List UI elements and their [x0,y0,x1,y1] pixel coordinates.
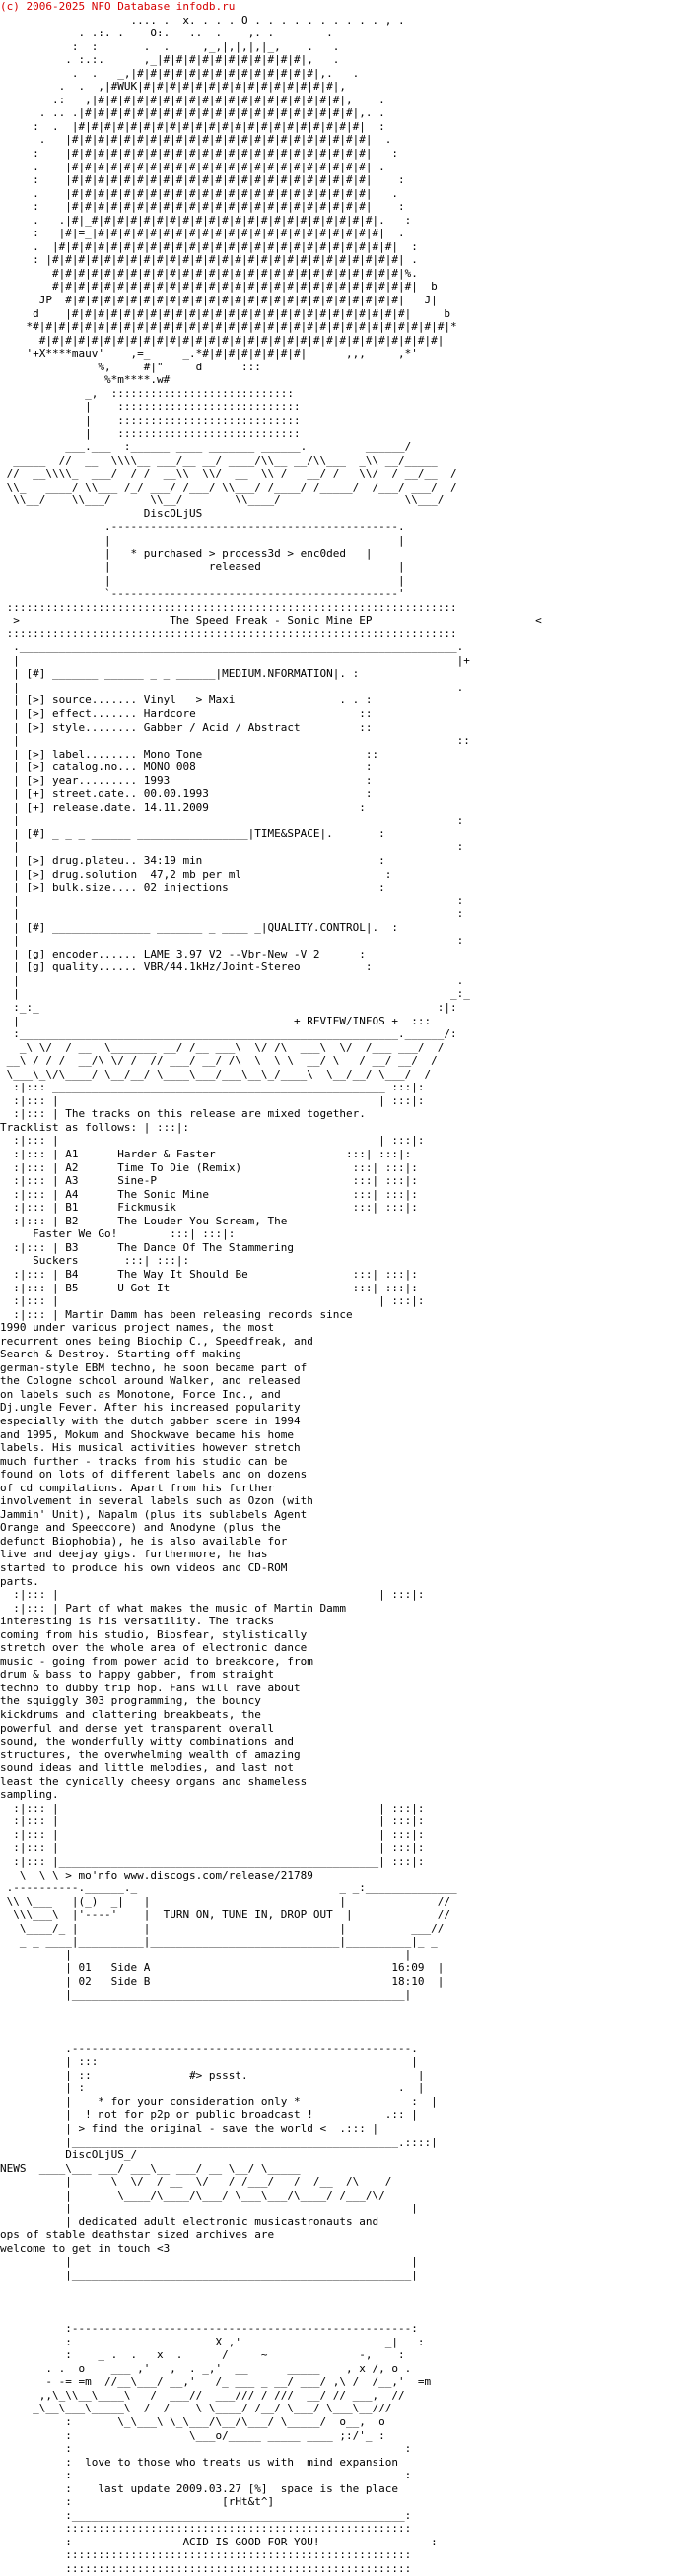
quality-row-encoder: [g] encoder...... LAME 3.97 V2 --Vbr-New -V 2 [26,947,320,960]
track-b1-title: Fickmusik [117,1201,176,1215]
group-name: DiscOLjUS [143,506,203,520]
footer-update: last update 2009.03.27 [%] space is the place [98,2481,398,2495]
medium-row-label: [>] label........ Mono Tone [26,747,203,760]
track-b5-pos: B5 [65,1281,79,1294]
medium-row-catalog: [>] catalog.no... MONO 008 [26,760,196,774]
release-title: The Speed Freak - Sonic Mine EP [170,614,373,627]
medium-row-effect: [>] effect....... Hardcore [26,706,196,720]
track-a3-pos: A3 [65,1174,79,1188]
pssst-label: #> pssst. [189,2068,248,2081]
news-text: dedicated adult electronic musicastronauts and ops of stable deathstar sized archives are welcome to get in touch <3 [0,2214,379,2255]
track-a4-title: The Sonic Mine [117,1187,209,1201]
review-intro: The tracks on this release are mixed together. Tracklist as follows: [0,1107,366,1134]
track-b1-pos: B1 [65,1201,79,1215]
review-paragraph-2: Part of what makes the music of Martin Damm interesting is his versatility. The tracks coming from his studio, Biosfear, stylistically stretch over the whole area of electronic dance music - going from power acid to breakcore, from drum & bass to happy gabber, from straight techno to dubby trip hop. Fans will rave about the squiggly 303 programming, the bouncy kickdrums and clattering breakbeats, the powerful and dense yet transparent overall sound, the wonderfully witty combinations and structures, the overwhelming wealth of amazing sound ideas and little melodies, and last not least the cynically cheesy organs and shameless sampling. [0,1601,347,1802]
quality-row-quality: [g] quality...... VBR/44.1kHz/Joint-Stereo [26,960,301,974]
quality-heading: [#] _______________ _______ _ ____ _|QUALITY.CONTROL|. [26,920,379,934]
side-b-time: 18:10 [391,1974,425,1988]
track-b4-pos: B4 [65,1267,79,1281]
track-b3-pos: B3 [65,1240,79,1254]
medium-row-style: [>] style........ Gabber / Acid / Abstract [26,720,301,734]
copyright-header: (c) 2006-2025 NFO Database infodb.ru [0,0,236,13]
medium-row-street-date: [+] street.date.. 00.00.1993 [26,787,209,801]
track-b2-title: The Louder You Scream, The Faster We Go! [33,1214,288,1241]
track-b4-title: The Way It Should Be [117,1267,248,1281]
time-row-solution: [>] drug.solution 47,2 mb per ml [26,867,242,881]
nfo-document: (c) 2006-2025 NFO Database infodb.ru .... . x. . . . O . . . . . . . . . . , . . .:. . O:. .. . ,. . . : : . . ,_,|,|,|,|_, . . . :.:. ,_|#|#|#|#|#|#|#|#|#|#|#|, . . . _,|#|#|#|#|#|#|#|#|#|#|#|#|#|#|,. . . . ,|#WUK|#|#|#|#|#|#|#|#|#|#|#|#|#|#|#|, .: ,|#|#|#|#|#|#|#|#|#|#|#|#|#|#|#|#|#|#|#|, . . .. .|#|#|#|#|#|#|#|#|#|#|#|#|#|#|#|#|#|#|#|#|#|,. . : . |#|#|#|#|#|#|#|#|#|#|#|#|#|#|#|#|#|#|#|#|#|#| : . |#|#|#|#|#|#|#|#|#|#|#|#|#|#|#|#|#|#|#|#|#|#|#| . : |#|#|#|#|#|#|#|#|#|#|#|#|#|#|#|#|#|#|#|#|#|#|#| : . |#|#|#|#|#|#|#|#|#|#|#|#|#|#|#|#|#|#|#|#|#|#|#| . : |#|#|#|#|#|#|#|#|#|#|#|#|#|#|#|#|#|#|#|#|#|#|#| : . |#|#|#|#|#|#|#|#|#|#|#|#|#|#|#|#|#|#|#|#|#|#|#| . : |#|#|#|#|#|#|#|#|#|#|#|#|#|#|#|#|#|#|#|#|#|#|#| : . .|#|_#|#|#|#|#|#|#|#|#|#|#|#|#|#|#|#|#|#|#|#|#|#|. : : |#|=_|#|#|#|#|#|#|#|#|#|#|#|#|#|#|#|#|#|#|#|#|#|#| . . |#|#|#|#|#|#|#|#|#|#|#|#|#|#|#|#|#|#|#|#|#|#|#|#|#|#| : : |#|#|#|#|#|#|#|#|#|#|#|#|#|#|#|#|#|#|#|#|#|#|#|#|#|#|#| . #|#|#|#|#|#|#|#|#|#|#|#|#|#|#|#|#|#|#|#|#|#|#|#|#|#|#|%. #|#|#|#|#|#|#|#|#|#|#|#|#|#|#|#|#|#|#|#|#|#|#|#|#|#|#|#| b JP #|#|#|#|#|#|#|#|#|#|#|#|#|#|#|#|#|#|#|#|#|#|#|#|#|#| J| d |#|#|#|#|#|#|#|#|#|#|#|#|#|#|#|#|#|#|#|#|#|#|#|#|#|#| b *#|#|#|#|#|#|#|#|#|#|#|#|#|#|#|#|#|#|#|#|#|#|#|#|#|#|#|#|#|#|#|#|* #|#|#|#|#|#|#|#|#|#|#|#|#|#|#|#|#|#|#|#|#|#|#|#|#|#|#|#|#|#|#| '+X****mauv' ,=_ _.*#|#|#|#|#|#|#|#| ,,, ,*' %, #|" d ::: %*m****.w# _, :::::::::::::::::::::::::::: | :::::::::::::::::::::::::::: | :::::::::::::::::::::::::::: | :::::::::::::::::::::::::::: ___.___ :______ ____ _______ ______. ______/ _____ // __ \\\\__ ___/__ __/ ____/\\__ __/\\___ _\\ __/_____ // __\\\\_ ___/ / / __\\ \\/ __ \\ / __/ / \\/ / __/__ / \\_ ____/ \\___ /_/ ___/ /___/ \\___/ /____/ /_____/ /___/ ___/ / \\__/ \\___/ \\__/ \\____/ \\___/ DiscOLjUS .--------------------------------------------. | | | * purchased > process3d > enc0ded | | released | | | `--------------------------------------------' ::::::::::::::::::::::::::::::::::::::::::::::::::::::::::::::::::::: > The Speed Freak - Sonic Mine EP < ::::::::::::::::::::::::::::::::::::::::::::::::::::::::::::::::::::: .___________________________________________________________________. | |+ | [#] _______ ______ _ _ ______|MEDIUM.NFORMATION|. : | . | [>] source....... Vinyl > Maxi . . : | [>] effect....... Hardcore :: | [>] style........ Gabber / Acid / Abstract :: | :: | [>] label........ Mono Tone :: | [>] catalog.no... MONO 008 : | [>] year......... 1993 : | [+] street.date.. 00.00.1993 : | [+] release.date. 14.11.2009 : | : | [#] _ _ _ ______ _________________|TIME&SPACE|. : | : | [>] drug.plateu.. 34:19 min : | [>] drug.solution 47,2 mb per ml : | [>] bulk.size.... 02 injections : | : | : | [#] _______________ _______ _ ____ _|QUALITY.CONTROL|. : | : | [g] encoder...... LAME 3.97 V2 --Vbr-New -V 2 : | [g] quality...... VBR/44.1kHz/Joint-Stereo : | . | _:_ :_:_ :|: | + REVIEW/INFOS + ::: :__________________________________________________________.______/: _\ \/ / __ \_______ __/ /__ ___\ \/ /\ ___\ \/ /___ ___/ / __\ / / / __/\ \/ / // ___/ __/ /\ \ \ \ __/ \ / __/ __/ / \___\_\/\____/ \__/__/ \____\___/___\__\_/____\ \__/__/ \___/ / :|::: ___________________________________________________ :::|: :|::: | | :::|: :|::: | The tracks on this release are mixed together. Tracklist as follows: | :::|: :|::: | | :::|: :|::: | A1 Harder & Faster :::| :::|: :|::: | A2 Time To Die (Remix) :::| :::|: :|::: | A3 Sine-P :::| :::|: :|::: | A4 The Sonic Mine :::| :::|: :|::: | B1 Fickmusik :::| :::|: :|::: | B2 The Louder You Scream, The Faster We Go! :::| :::|: :|::: | B3 The Dance Of The Stammering Suckers :::| :::|: :|::: | B4 The Way It Should Be :::| :::|: :|::: | B5 U Got It :::| :::|: :|::: | | :::|: :|::: | Martin Damm has been releasing records since 1990 under various project names, the most recurrent ones being Biochip C., Speedfreak, and Search & Destroy. Starting off making german-style EBM techno, he soon became part of the Cologne school around Walker, and released on labels such as Monotone, Force Inc., and Dj.ungle Fever. After his increased popularity especially with the dutch gabber scene in 1994 and 1995, Mokum and Shockwave became his home labels. His musical activities however stretch much further - tracks from his studio can be found on lots of different labels and on dozens of cd compilations. Apart from his further involvement in several labels such as Ozon (with Jammin' Unit), Napalm (plus its sublabels Agent Orange and Speedcore) and Anodyne (plus the defunct Biophobia), he is also available for live and deejay gigs. furthermore, he has started to produce his own videos and CD-ROM parts. :|::: | | :::|: :|::: | Part of what makes the music of Martin Damm interesting is his versatility. The tracks coming from his studio, Biosfear, stylistically stretch over the whole area of electronic dance music - going from power acid to breakcore, from drum & bass to happy gabber, from straight techno to dubby trip hop. Fans will rave about the squiggly 303 programming, the bouncy kickdrums and clattering breakbeats, the powerful and dense yet transparent overall sound, the wonderfully witty combinations and structures, the overwhelming wealth of amazing sound ideas and little melodies, and last not least the cynically cheesy organs and shameless sampling. :|::: | | :::|: :|::: | | :::|: :|::: | | :::|: :|::: | | :::|: :|::: |_________________________________________________| :::|: \ \ \ > mo'nfo www.discogs.com/release/21789 .----------.______._ _ _:______________ \\ \___ |(_) _| | | // \\\___\ |'----' | TURN ON, TUNE IN, DROP OUT | // \____/_ | | | ___// _ _ ____|__________|_____________________________|__________|_ _ | | | 01 Side A 16:09 | | 02 Side B 18:10 | |___________________________________________________| .----------------------------------------------------. | ::: | | :: #> pssst. | | : . | | * for your consideration only * : | | ! not for p2p or public broadcast ! .:: | | > find the original - save the world < .::: | |__________________________________________________.::::| DiscOLjUS_/ NEWS ____\___ ___/ ___\__ ___/ __ \__/ \_____ | \ \/ / __ \/ / /___/ / /__ /\ / | \____/\____/\___/ \___\___/\____/ /___/\/ | | | dedicated adult electronic musicastronauts and ops of stable deathstar sized archives are welcome to get in touch <3 | | |____________________________________________________| :----------------------------------------------------: : X ,' _| : : _ . . x . / ~ -, : . . o ___ ,' , . _,' __ _____ , x /, o . - -= =m //__\___/ __,' /_ ___ _ __/ ___/ ,\ / /__,' =m ,,\_\\__\____\ / ___// ___/// / /// __/ // ___, // _\__\___\_____\ / / \ \____/ /__/ \___/ \___\__/// : \_\___\ \_\___/\__/\___/ \_____/ o__, o : \___o/_____ _____ ____ ;:/'_ : : : : love to those who treats us with mind expansion : : : last update 2009.03.27 [%] space is the place : [rHt&t^] :___________________________________________________: ::::::::::::::::::::::::::::::::::::::::::::::::::::: : ACID IS GOOD FOR YOU! : ::::::::::::::::::::::::::::::::::::::::::::::::::::: ::::::::::::::::::::::::::::::::::::::::::::::::::::: [0,0,542,2575]
time-row-plateau: [>] drug.plateu.. 34:19 min [26,854,203,867]
side-a-pos: 01 [78,1961,92,1975]
notice-line-1: * for your consideration only * [98,2094,301,2108]
ascii-art-portrait: .... . x. . . . O . . . . . . . . . . , . . .:. . O:. .. . ,. . . : : . . ,_,|,|,|,|_, . . . :.:. ,_|#|#|#|#|#|#|#|#|#|#|#|, . . . _,|#|#|#|#|#|#|#|#|#|#|#|#|#|#|,. . . . ,|#WUK|#|#|#|#|#|#|#|#|#|#|#|#|#|#|#|, .: ,|#|#|#|#|#|#|#|#|#|#|#|#|#|#|#|#|#|#|#|, . . .. .|#|#|#|#|#|#|#|#|#|#|#|#|#|#|#|#|#|#|#|#|#|,. . : . |#|#|#|#|#|#|#|#|#|#|#|#|#|#|#|#|#|#|#|#|#|#| : . |#|#|#|#|#|#|#|#|#|#|#|#|#|#|#|#|#|#|#|#|#|#|#| . : |#|#|#|#|#|#|#|#|#|#|#|#|#|#|#|#|#|#|#|#|#|#|#| : . |#|#|#|#|#|#|#|#|#|#|#|#|#|#|#|#|#|#|#|#|#|#|#| . : |#|#|#|#|#|#|#|#|#|#|#|#|#|#|#|#|#|#|#|#|#|#|#| : . |#|#|#|#|#|#|#|#|#|#|#|#|#|#|#|#|#|#|#|#|#|#|#| . : |#|#|#|#|#|#|#|#|#|#|#|#|#|#|#|#|#|#|#|#|#|#|#| : . .|#|_#|#|#|#|#|#|#|#|#|#|#|#|#|#|#|#|#|#|#|#|#|#|. : : |#|=_|#|#|#|#|#|#|#|#|#|#|#|#|#|#|#|#|#|#|#|#|#|#| . . |#|#|#|#|#|#|#|#|#|#|#|#|#|#|#|#|#|#|#|#|#|#|#|#|#|#| : : |#|#|#|#|#|#|#|#|#|#|#|#|#|#|#|#|#|#|#|#|#|#|#|#|#|#|#| . #|#|#|#|#|#|#|#|#|#|#|#|#|#|#|#|#|#|#|#|#|#|#|#|#|#|#|%. #|#|#|#|#|#|#|#|#|#|#|#|#|#|#|#|#|#|#|#|#|#|#|#|#|#|#|#| b JP #|#|#|#|#|#|#|#|#|#|#|#|#|#|#|#|#|#|#|#|#|#|#|#|#|#| J| d |#|#|#|#|#|#|#|#|#|#|#|#|#|#|#|#|#|#|#|#|#|#|#|#|#|#| b *#|#|#|#|#|#|#|#|#|#|#|#|#|#|#|#|#|#|#|#|#|#|#|#|#|#|#|#|#|#|#|#|* #|#|#|#|#|#|#|#|#|#|#|#|#|#|#|#|#|#|#|#|#|#|#|#|#|#|#|#|#|#|#| '+X****mauv' ,=_ _.*#|#|#|#|#|#|#|#| ,,, ,*' %, #|" d ::: %*m****.w# _, :::::::::::::::::::::::::::: | :::::::::::::::::::::::::::: | :::::::::::::::::::::::::::: | :::::::::::::::::::::::::::: ___.___ :______ ____ _______ ______. ______/ _____ // __ \\\\__ ___/__ __/ ____/\\__ __/\\___ _\\ __/_____ // __\\\\_ ___/ / / __\\ \\/ __ \\ / __/ / \\/ / __/__ / \\_ ____/ \\___ /_/ ___/ /___/ \\___/ /____/ /_____/ /___/ ___/ / \\__/ \\___/ \\__/ \\____/ \\___/ [6,13,457,507]
footer-signature: [rHt&t^] [222,2495,275,2509]
side-b-pos: 02 [78,1974,92,1988]
review-heading: + REVIEW/INFOS + [294,1014,398,1027]
slogan: TURN ON, TUNE IN, DROP OUT [163,1908,333,1922]
track-a2-title: Time To Die (Remix) [117,1160,242,1174]
side-a-name: Side A [110,1961,151,1975]
track-a4-pos: A4 [65,1187,79,1201]
discogs-link[interactable]: \ > mo'nfo www.discogs.com/release/21789 [51,1868,313,1882]
medium-row-year: [>] year......... 1993 [26,773,171,787]
medium-row-release-date: [+] release.date. 14.11.2009 [26,800,209,814]
track-b3-title: The Dance Of The Stammering Suckers [33,1240,295,1268]
medium-heading: [#] _______ ______ _ _ ______|MEDIUM.NFORMATION|. [26,667,347,681]
track-a2-pos: A2 [65,1160,79,1174]
acid-slogan: ACID IS GOOD FOR YOU! [182,2535,320,2548]
time-row-bulk: [>] bulk.size.... 02 injections [26,881,229,894]
track-b5-title: U Got It [117,1281,171,1294]
medium-row-source: [>] source....... Vinyl > Maxi [26,694,236,707]
track-a1-title: Harder & Faster [117,1148,216,1161]
side-a-time: 16:09 [391,1961,425,1975]
side-b-name: Side B [110,1974,151,1988]
process-line: * purchased > process3d > enc0ded [130,547,346,561]
review-paragraph-1: Martin Damm has been releasing records since 1990 under various project names, the most recurrent ones being Biochip C., Speedfreak, and Search & Destroy. Starting off making german-style EBM techno, he soon became part of the Cologne school around Walker, and released on labels such as Monotone, Force Inc., and Dj.ungle Fever. After his increased popularity especially with the dutch gabber scene in 1994 and 1995, Mokum and Shockwave became his home labels. His musical activities however stretch much further - tracks from his studio can be found on lots of different labels and on dozens of cd compilations. Apart from his further involvement in several labels such as Ozon (with Jammin' Unit), Napalm (plus its sublabels Agent Orange and Speedcore) and Anodyne (plus the defunct Biophobia), he is also available for live and deejay gigs. furthermore, he has started to produce his own videos and CD-ROM parts. [0,1307,353,1588]
track-a3-title: Sine-P [117,1174,157,1188]
notice-line-2: ! not for p2p or public broadcast ! [85,2108,313,2122]
track-b2-pos: B2 [65,1214,79,1227]
time-heading: [#] _ _ _ ______ _________________|TIME&SPACE|. [26,826,333,840]
track-a1-pos: A1 [65,1148,79,1161]
notice-line-3: > find the original - save the world < [78,2121,327,2135]
news-label: DiscOLjUS_/ NEWS [0,2148,138,2175]
released-label: released [208,560,261,573]
footer-love: love to those who treats us with mind expansion [85,2455,398,2469]
